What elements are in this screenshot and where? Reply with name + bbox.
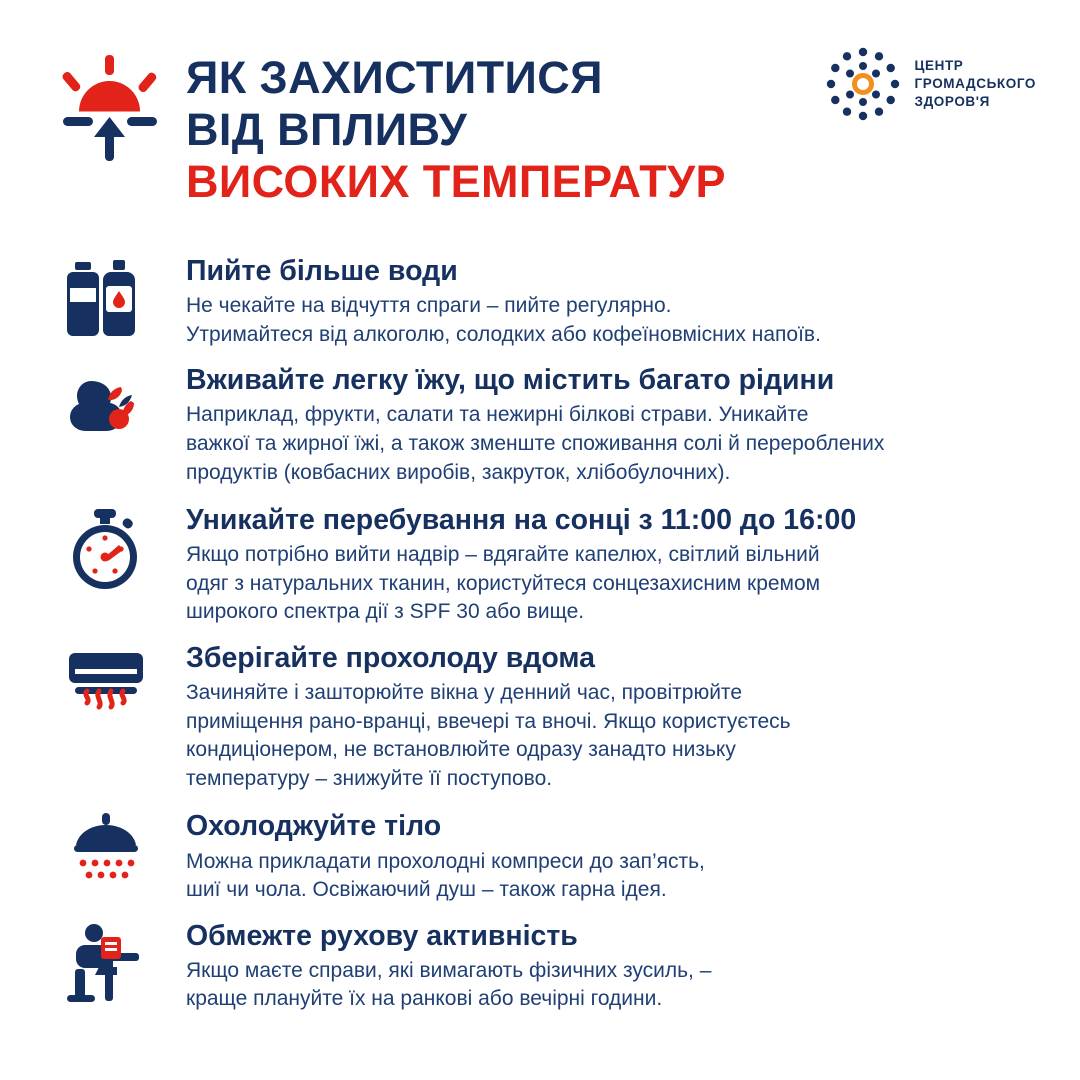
tip-text-line: приміщення рано-вранці, ввечері та вночі. Якщо користуєтесь — [186, 709, 791, 733]
tip-text — [186, 679, 1040, 793]
page-title — [186, 52, 806, 209]
tip-text-line: продуктів (ковбасних виробів, закруток, хлібобулочних). — [186, 460, 731, 484]
tip-text-line: кондиціонером, не встановлюйте одразу занадто низьку — [186, 738, 736, 762]
tip-item — [0, 363, 1080, 487]
tip-title: Обмежте рухову активність — [186, 919, 578, 952]
person-at-desk-icon — [56, 919, 156, 1009]
tip-text-line: краще плануйте їх на ранкові або вечірні години. — [186, 987, 663, 1011]
title-line-1: ЯК ЗАХИСТИТИСЯ — [186, 52, 603, 103]
tip-text-line: шиї чи чола. Освіжаючий душ – також гарна ідея. — [186, 878, 667, 902]
header — [0, 0, 1080, 250]
tip-text-line: Якщо маєте справи, які вимагають фізичних зусиль, – — [186, 958, 712, 982]
tip-body — [156, 919, 1040, 1014]
tip-title: Уникайте перебування на сонці з 11:00 до 16:00 — [186, 504, 857, 537]
tip-body — [156, 254, 1040, 349]
tip-text-line: одяг з натуральних тканин, користуйтеся сонцезахисним кремом — [186, 571, 821, 595]
phc-circle-logo-icon — [825, 46, 901, 122]
air-conditioner-icon — [56, 641, 156, 731]
tip-text-line: важкої та жирної їжі, а також зменште споживання солі й перероблених — [186, 432, 885, 456]
stopwatch-icon — [56, 503, 156, 593]
tip-item — [0, 641, 1080, 793]
tip-item — [0, 809, 1080, 904]
tip-text — [186, 401, 1040, 487]
tip-title: Зберігайте прохолоду вдома — [186, 641, 595, 674]
tip-body — [156, 503, 1040, 627]
tip-item — [0, 503, 1080, 627]
tip-text-line: Наприклад, фрукти, салати та нежирні білкові страви. Уникайте — [186, 403, 809, 427]
tip-text — [186, 292, 1040, 349]
tip-text-line: широкого спектра дії з SPF 30 або вище. — [186, 600, 585, 624]
water-bottle-icon — [56, 254, 156, 344]
tip-text-line: температуру – знижуйте її поступово. — [186, 766, 553, 790]
tip-body — [156, 641, 1040, 793]
tip-text-line: Зачиняйте і зашторюйте вікна у денний час, провітрюйте — [186, 681, 742, 705]
tip-title: Охолоджуйте тіло — [186, 810, 442, 843]
tip-title: Вживайте легку їжу, що містить багато рідини — [186, 364, 835, 397]
tip-item — [0, 919, 1080, 1014]
logo-text-line-2: ГРОМАДСЬКОГО — [914, 76, 1036, 92]
tip-title: Пийте більше води — [186, 255, 458, 287]
tip-text — [186, 541, 1040, 627]
tip-body — [156, 363, 1040, 487]
logo — [825, 46, 1036, 122]
tip-text-line: Не чекайте на відчуття спраги – пийте регулярно. — [186, 294, 672, 318]
tip-text-line: Можна прикладати прохолодні компреси до зап’ясть, — [186, 849, 705, 873]
tip-text — [186, 848, 1040, 905]
logo-text-line-3: ЗДОРОВ'Я — [914, 93, 990, 109]
tip-text-line: Якщо потрібно вийти надвір – вдягайте капелюх, світлий вільний — [186, 543, 820, 567]
tip-body — [156, 809, 1040, 904]
sunrise-icon — [55, 55, 165, 165]
logo-text — [915, 57, 1036, 110]
logo-text-line-1: ЦЕНТР — [914, 58, 964, 74]
tips-list — [0, 250, 1080, 1028]
tip-text-line: Утримайтеся від алкоголю, солодких або кофеїновмісних напоїв. — [186, 322, 821, 346]
tip-item — [0, 254, 1080, 349]
shower-icon — [56, 809, 156, 899]
title-line-2: ВІД ВПЛИВУ — [186, 104, 468, 156]
title-line-3: ВИСОКИХ ТЕМПЕРАТУР — [186, 156, 726, 208]
tip-text — [186, 957, 1040, 1014]
vegetables-icon — [56, 363, 156, 453]
